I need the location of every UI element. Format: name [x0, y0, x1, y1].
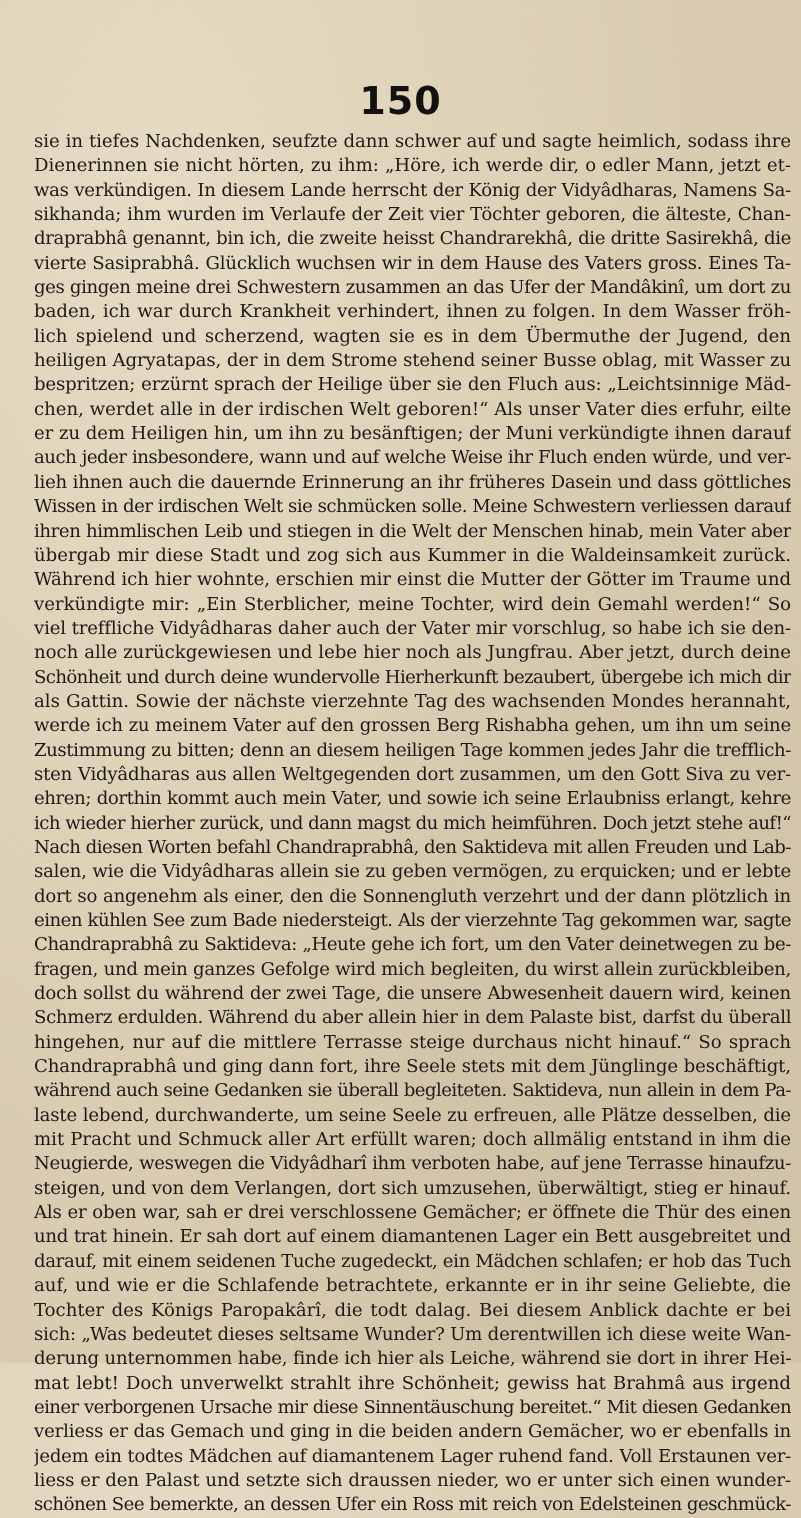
text-line: Zustimmung zu bitten; denn an diesem heiligen Tage kommen jedes Jahr die trefflich- [34, 739, 791, 761]
text-line: sie in tiefes Nachdenken, seufzte dann schwer auf und sagte heimlich, sodass ihre [34, 131, 791, 152]
text-line: Während ich hier wohnte, erschien mir einst die Mutter der Götter im Traume und [34, 569, 791, 591]
text-line: ehren; dorthin kommt auch mein Vater, und sowie ich seine Erlaubniss erlangt, kehre [34, 788, 791, 810]
text-line: Schönheit und durch deine wundervolle Hierherkunft bezaubert, übergebe ich mich dir [34, 666, 791, 688]
text-line: dort so angenehm als einer, den die Sonnengluth verzehrt und der dann plötzlich in [34, 885, 791, 907]
text-line: Als er oben war, sah er drei verschlossene Gemächer; er öffnete die Thür des einen [34, 1202, 791, 1224]
text-line: Neugierde, weswegen die Vidyâdharî ihm verboten habe, auf jene Terrasse hinaufzu- [34, 1153, 791, 1175]
text-line: Schmerz erdulden. Während du aber allein hier in dem Palaste bist, darfst du überall [34, 1007, 791, 1029]
text-line: werde ich zu meinem Vater auf den grossen Berg Rishabha gehen, um ihn um seine [34, 715, 791, 737]
text-line: jedem ein todtes Mädchen auf diamantenem Lager ruhend fand. Voll Erstaunen ver- [34, 1445, 791, 1467]
text-line: einen kühlen See zum Bade niedersteigt. Als der vierzehnte Tag gekommen war, sagte [34, 910, 791, 931]
text-line: verliess er das Gemach und ging in die beiden andern Gemächer, wo er ebenfalls in [34, 1421, 791, 1443]
page-number: 150 [359, 79, 442, 123]
text-line: laste lebend, durchwanderte, um seine Seele zu erfreuen, alle Plätze desselben, die [34, 1104, 791, 1126]
text-line: Nach diesen Worten befahl Chandraprabhâ, den Saktideva mit allen Freuden und Lab- [34, 836, 791, 858]
text-line: sikhanda; ihm wurden im Verlaufe der Zeit vier Töchter geboren, die älteste, Chan- [34, 204, 791, 226]
text-line: draprabhâ genannt, bin ich, die zweite heisst Chandrarekhâ, die dritte Sasirekhâ, die [34, 228, 791, 250]
text-line: auch jeder insbesondere, wann und auf welche Weise ihr Fluch enden würde, und ver- [34, 447, 791, 469]
text-line: sich: „Was bedeutet dieses seltsame Wunder? Um derentwillen ich diese weite Wan- [34, 1323, 791, 1345]
text-line: Chandraprabhâ zu Saktideva: „Heute gehe ich fort, um den Vater deinetwegen zu be- [34, 934, 791, 956]
text-line: steigen, und von dem Verlangen, dort sich umzusehen, überwältigt, stieg er hinauf. [34, 1177, 791, 1199]
text-line: darauf, mit einem seidenen Tuche zugedeckt, ein Mädchen schlafen; er hob das Tuch [34, 1250, 791, 1272]
text-line: hingehen, nur auf die mittlere Terrasse steige durchaus nicht hinauf.“ So sprach [34, 1031, 791, 1053]
text-line: Chandraprabhâ und ging dann fort, ihre Seele stets mit dem Jünglinge beschäftigt, [34, 1056, 791, 1078]
text-line: mit Pracht und Schmuck aller Art erfüllt waren; doch allmälig entstand in ihm die [34, 1129, 791, 1151]
text-line: auf, und wie er die Schlafende betrachtete, erkannte er in ihr seine Geliebte, die [34, 1275, 791, 1297]
text-line: chen, werdet alle in der irdischen Welt geboren!“ Als unser Vater dies erfuhr, eilte [34, 398, 791, 420]
text-line: doch sollst du während der zwei Tage, die unsere Abwesenheit dauern wird, keinen [34, 983, 791, 1005]
text-line: ges gingen meine drei Schwestern zusammen an das Ufer der Mandâkinî, um dort zu [34, 277, 791, 299]
text-line: schönen See bemerkte, an dessen Ufer ein Ross mit reich von Edelsteinen geschmück- [34, 1494, 791, 1516]
text-line: was verkündigen. In diesem Lande herrscht der König der Vidyâdharas, Namens Sa- [34, 179, 791, 201]
text-line: als Gattin. Sowie der nächste vierzehnte Tag des wachsenden Mondes herannaht, [34, 690, 791, 712]
text-line: Tochter des Königs Paropakârî, die todt dalag. Bei diesem Anblick dachte er bei [34, 1299, 791, 1321]
text-line: bespritzen; erzürnt sprach der Heilige über sie den Fluch aus: „Leichtsinnige Mäd- [34, 374, 791, 396]
text-line: mat lebt! Doch unverwelkt strahlt ihre Schönheit; gewiss hat Brahmâ aus irgend [34, 1372, 791, 1394]
text-line: während auch seine Gedanken sie überall begleiteten. Saktideva, nun allein in dem Pa- [34, 1080, 791, 1102]
text-line: verkündigte mir: „Ein Sterblicher, meine Tochter, wird dein Gemahl werden!“ So [34, 593, 791, 615]
text-line: baden, ich war durch Krankheit verhindert, ihnen zu folgen. In dem Wasser fröh- [34, 301, 791, 323]
text-line: Wissen in der irdischen Welt sie schmücken solle. Meine Schwestern verliessen darauf [34, 496, 791, 518]
text-line: sten Vidyâdharas aus allen Weltgegenden dort zusammen, um den Gott Siva zu ver- [34, 763, 791, 785]
text-line: fragen, und mein ganzes Gefolge wird mich begleiten, du wirst allein zurückbleiben, [34, 958, 791, 980]
text-line: noch alle zurückgewiesen und lebe hier noch als Jungfrau. Aber jetzt, durch deine [34, 642, 791, 664]
body-text [34, 130, 791, 1518]
text-line: liess er den Palast und setzte sich draussen nieder, wo er unter sich einen wunder- [34, 1469, 791, 1491]
text-line: ihren himmlischen Leib und stiegen in die Welt der Menschen hinab, mein Vater aber [34, 520, 791, 542]
text-line: salen, wie die Vidyâdharas allein sie zu geben vermögen, zu erquicken; und er lebte [34, 861, 791, 883]
text-line: er zu dem Heiligen hin, um ihn zu besänftigen; der Muni verkündigte ihnen darauf [34, 423, 791, 445]
text-line: derung unternommen habe, finde ich hier als Leiche, während sie dort in ihrer Hei- [34, 1348, 791, 1370]
text-line: übergab mir diese Stadt und zog sich aus Kummer in die Waldeinsamkeit zurück. [34, 544, 791, 566]
text-line: heiligen Agryatapas, der in dem Strome stehend seiner Busse oblag, mit Wasser zu [34, 350, 791, 372]
text-line: lieh ihnen auch die dauernde Erinnerung an ihr früheres Dasein und dass göttliches [34, 471, 791, 493]
text-line: vierte Sasiprabhâ. Glücklich wuchsen wir in dem Hause des Vaters gross. Eines Ta- [34, 252, 791, 274]
text-line: lich spielend und scherzend, wagten sie es in dem Übermuthe der Jugend, den [34, 325, 791, 347]
text-line: und trat hinein. Er sah dort auf einem diamantenen Lager ein Bett ausgebreitet und [34, 1226, 791, 1248]
text-line: einer verborgenen Ursache mir diese Sinnentäuschung bereitet.“ Mit diesen Gedanken [34, 1396, 791, 1418]
text-line: ich wieder hierher zurück, und dann magst du mich heimführen. Doch jetzt stehe auf!“ [34, 812, 791, 834]
text-line: Dienerinnen sie nicht hörten, zu ihm: „Höre, ich werde dir, o edler Mann, jetzt et- [34, 155, 791, 177]
text-line: viel treffliche Vidyâdharas daher auch der Vater mir vorschlug, so habe ich sie den- [34, 617, 791, 639]
